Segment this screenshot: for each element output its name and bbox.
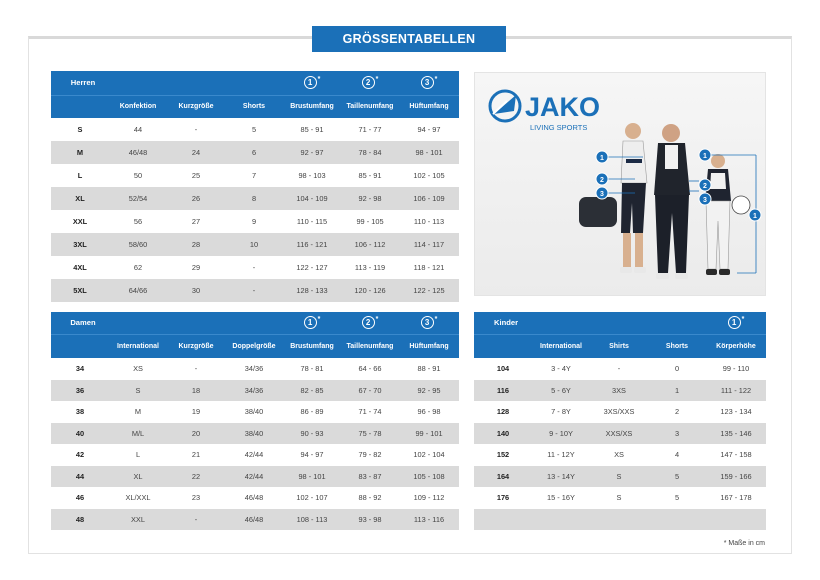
size-label-cell: XL	[51, 187, 109, 210]
brand-name: JAKO	[525, 92, 601, 122]
kinder-column-headers	[474, 334, 766, 358]
size-label-cell: 48	[51, 509, 109, 531]
table-cell: 46/48	[109, 141, 167, 164]
table-cell: 123 - 134	[706, 401, 766, 423]
table-cell: 18	[167, 380, 225, 402]
table-row	[474, 466, 766, 488]
badge-3-cell	[399, 71, 459, 95]
table-cell: XS	[590, 444, 648, 466]
measurement-3-icon: 3	[421, 76, 434, 89]
size-label-cell: S	[51, 118, 109, 141]
table-cell: 50	[109, 164, 167, 187]
size-label-cell: 42	[51, 444, 109, 466]
measurement-3-icon: 3	[421, 316, 434, 329]
table-cell: 3	[648, 423, 706, 445]
table-cell: 104 - 109	[283, 187, 341, 210]
table-cell: 28	[167, 233, 225, 256]
table-cell: XXS/XS	[590, 423, 648, 445]
table-cell: 27	[167, 210, 225, 233]
table-cell: 122 - 125	[399, 279, 459, 302]
damen-rows	[51, 358, 459, 530]
size-label-cell: 140	[474, 423, 532, 445]
badge-1-cell	[706, 312, 766, 334]
table-cell: 109 - 112	[399, 487, 459, 509]
table-cell: 88 - 92	[341, 487, 399, 509]
column-header: International	[109, 334, 167, 358]
table-cell: 25	[167, 164, 225, 187]
table-cell: 113 - 119	[341, 256, 399, 279]
table-cell: 5	[648, 487, 706, 509]
table-cell: 86 - 89	[283, 401, 341, 423]
herren-label: Herren	[51, 71, 109, 95]
damen-label: Damen	[51, 312, 109, 334]
table-row	[51, 233, 459, 256]
table-cell: 75 - 78	[341, 423, 399, 445]
table-cell: 21	[167, 444, 225, 466]
table-row	[51, 141, 459, 164]
table-cell: 85 - 91	[283, 118, 341, 141]
table-cell: 22	[167, 466, 225, 488]
marker-label: 3	[703, 197, 707, 204]
table-cell: 6	[225, 141, 283, 164]
table-cell: 135 - 146	[706, 423, 766, 445]
table-cell: 13 - 14Y	[532, 466, 590, 488]
badge-1-cell	[283, 71, 341, 95]
marker-label: 1	[703, 153, 707, 160]
size-label-cell: 128	[474, 401, 532, 423]
brand-photo-panel	[474, 72, 766, 296]
marker-label: 2	[600, 177, 604, 184]
kinder-rows	[474, 358, 766, 530]
marker-label: 3	[600, 191, 604, 198]
table-cell: 3XS	[590, 380, 648, 402]
table-cell: 98 - 103	[283, 164, 341, 187]
damen-size-table	[51, 312, 459, 530]
column-header: Taillenumfang	[341, 334, 399, 358]
table-row	[51, 509, 459, 531]
table-cell: 113 - 116	[399, 509, 459, 531]
table-cell: 20	[167, 423, 225, 445]
table-row	[51, 487, 459, 509]
column-header: Shorts	[648, 334, 706, 358]
asterisk: *	[375, 316, 379, 324]
herren-rows	[51, 118, 459, 302]
table-cell: 98 - 101	[399, 141, 459, 164]
table-cell: 34/36	[225, 358, 283, 380]
size-label-cell	[474, 509, 532, 531]
table-cell: 96 - 98	[399, 401, 459, 423]
size-label-cell: 152	[474, 444, 532, 466]
marker-label: 1	[600, 155, 604, 162]
table-cell: 34/36	[225, 380, 283, 402]
herren-column-headers	[51, 95, 459, 118]
asterisk: *	[434, 316, 438, 324]
table-row	[474, 487, 766, 509]
size-label-cell: 5XL	[51, 279, 109, 302]
table-row	[51, 401, 459, 423]
table-cell: 114 - 117	[399, 233, 459, 256]
table-row	[474, 509, 766, 531]
table-cell: 30	[167, 279, 225, 302]
size-label-cell: 46	[51, 487, 109, 509]
table-cell: 102 - 104	[399, 444, 459, 466]
table-cell: 82 - 85	[283, 380, 341, 402]
table-cell: 64/66	[109, 279, 167, 302]
table-cell: 9 - 10Y	[532, 423, 590, 445]
kinder-size-table	[474, 312, 766, 530]
table-cell	[532, 509, 590, 531]
table-cell: L	[109, 444, 167, 466]
table-cell: 42/44	[225, 444, 283, 466]
table-cell: 118 - 121	[399, 256, 459, 279]
measurement-1-icon: 1	[728, 316, 741, 329]
column-header: Körperhöhe	[706, 334, 766, 358]
table-row	[51, 279, 459, 302]
table-cell: 26	[167, 187, 225, 210]
table-cell: 99 - 105	[341, 210, 399, 233]
jako-logo-and-athletes	[475, 73, 767, 297]
table-cell: 93 - 98	[341, 509, 399, 531]
measurement-note: * Maße in cm	[723, 540, 765, 547]
table-cell: S	[590, 466, 648, 488]
column-header: Shirts	[590, 334, 648, 358]
table-cell: 106 - 109	[399, 187, 459, 210]
table-cell: 90 - 93	[283, 423, 341, 445]
column-header: Kurzgröße	[167, 334, 225, 358]
table-cell: 116 - 121	[283, 233, 341, 256]
asterisk: *	[434, 76, 438, 84]
table-cell: 5	[648, 466, 706, 488]
table-cell: 92 - 95	[399, 380, 459, 402]
table-cell: S	[590, 487, 648, 509]
table-cell: 8	[225, 187, 283, 210]
size-label-cell: 176	[474, 487, 532, 509]
size-label-cell: 44	[51, 466, 109, 488]
table-cell: 2	[648, 401, 706, 423]
badge-2-cell	[341, 71, 399, 95]
asterisk: *	[375, 76, 379, 84]
table-cell: -	[225, 256, 283, 279]
table-cell: 46/48	[225, 487, 283, 509]
table-cell: 79 - 82	[341, 444, 399, 466]
column-header: Konfektion	[109, 95, 167, 118]
table-cell: 106 - 112	[341, 233, 399, 256]
table-cell: -	[167, 358, 225, 380]
size-label-cell: 4XL	[51, 256, 109, 279]
measurement-1-icon: 1	[304, 76, 317, 89]
column-header	[51, 95, 109, 118]
herren-size-table	[51, 71, 459, 302]
table-cell: 10	[225, 233, 283, 256]
table-row	[474, 423, 766, 445]
table-cell: 99 - 101	[399, 423, 459, 445]
table-cell: 85 - 91	[341, 164, 399, 187]
table-cell: 24	[167, 141, 225, 164]
table-cell: 19	[167, 401, 225, 423]
table-cell: 159 - 166	[706, 466, 766, 488]
page-title: GRÖSSENTABELLEN	[312, 26, 506, 52]
table-cell: 88 - 91	[399, 358, 459, 380]
table-row	[51, 187, 459, 210]
size-label-cell: 38	[51, 401, 109, 423]
table-row	[51, 380, 459, 402]
size-label-cell: 40	[51, 423, 109, 445]
table-cell: S	[109, 380, 167, 402]
table-cell: 94 - 97	[283, 444, 341, 466]
table-cell: 99 - 110	[706, 358, 766, 380]
column-header: Hüftumfang	[399, 95, 459, 118]
table-cell: XL/XXL	[109, 487, 167, 509]
table-cell: 67 - 70	[341, 380, 399, 402]
table-cell: 38/40	[225, 401, 283, 423]
marker-label: 2	[703, 183, 707, 190]
jako-logo-icon	[490, 91, 520, 121]
table-cell: 98 - 101	[283, 466, 341, 488]
table-cell: 52/54	[109, 187, 167, 210]
table-row	[51, 358, 459, 380]
table-cell: 29	[167, 256, 225, 279]
table-cell: 5	[225, 118, 283, 141]
table-cell: 42/44	[225, 466, 283, 488]
table-row	[51, 164, 459, 187]
table-cell: 4	[648, 444, 706, 466]
table-cell: 71 - 77	[341, 118, 399, 141]
table-cell: 83 - 87	[341, 466, 399, 488]
table-cell: 110 - 115	[283, 210, 341, 233]
asterisk: *	[317, 76, 321, 84]
table-cell: 44	[109, 118, 167, 141]
table-cell: 7	[225, 164, 283, 187]
table-cell: 38/40	[225, 423, 283, 445]
size-label-cell: 104	[474, 358, 532, 380]
table-cell: 78 - 81	[283, 358, 341, 380]
kinder-label: Kinder	[474, 312, 532, 334]
column-header: Taillenumfang	[341, 95, 399, 118]
table-cell: 23	[167, 487, 225, 509]
damen-column-headers	[51, 334, 459, 358]
asterisk: *	[741, 316, 745, 324]
table-cell	[648, 509, 706, 531]
table-cell: XL	[109, 466, 167, 488]
table-cell	[706, 509, 766, 531]
size-label-cell: XXL	[51, 210, 109, 233]
table-cell: 1	[648, 380, 706, 402]
table-row	[474, 380, 766, 402]
column-header: Kurzgröße	[167, 95, 225, 118]
table-row	[51, 256, 459, 279]
column-header: Doppelgröße	[225, 334, 283, 358]
table-cell: 58/60	[109, 233, 167, 256]
table-row	[51, 423, 459, 445]
table-cell: 9	[225, 210, 283, 233]
table-cell: 92 - 97	[283, 141, 341, 164]
table-cell: 62	[109, 256, 167, 279]
table-cell: -	[590, 358, 648, 380]
table-cell: -	[167, 118, 225, 141]
table-row	[51, 466, 459, 488]
measurement-2-icon: 2	[362, 76, 375, 89]
table-cell: 111 - 122	[706, 380, 766, 402]
table-cell: 3 - 4Y	[532, 358, 590, 380]
table-row	[51, 118, 459, 141]
asterisk: *	[317, 316, 321, 324]
table-cell: 7 - 8Y	[532, 401, 590, 423]
table-row	[474, 358, 766, 380]
size-label-cell: 164	[474, 466, 532, 488]
column-header	[474, 334, 532, 358]
table-cell: 64 - 66	[341, 358, 399, 380]
table-cell: M	[109, 401, 167, 423]
table-cell: 110 - 113	[399, 210, 459, 233]
table-row	[474, 401, 766, 423]
badge-3-cell	[399, 312, 459, 334]
table-cell: 108 - 113	[283, 509, 341, 531]
table-cell: -	[167, 509, 225, 531]
table-cell: 11 - 12Y	[532, 444, 590, 466]
table-cell: 94 - 97	[399, 118, 459, 141]
marker-label: 1	[753, 213, 757, 220]
column-header: Shorts	[225, 95, 283, 118]
size-label-cell: 34	[51, 358, 109, 380]
table-cell: 5 - 6Y	[532, 380, 590, 402]
size-label-cell: L	[51, 164, 109, 187]
table-cell: 92 - 98	[341, 187, 399, 210]
column-header: Hüftumfang	[399, 334, 459, 358]
table-cell: 128 - 133	[283, 279, 341, 302]
table-cell: 3XS/XXS	[590, 401, 648, 423]
table-cell: XS	[109, 358, 167, 380]
table-row	[474, 444, 766, 466]
table-cell: 147 - 158	[706, 444, 766, 466]
table-row	[51, 210, 459, 233]
table-cell: 122 - 127	[283, 256, 341, 279]
table-cell: 46/48	[225, 509, 283, 531]
measurement-1-icon: 1	[304, 316, 317, 329]
badge-2-cell	[341, 312, 399, 334]
brand-tagline: LIVING SPORTS	[530, 123, 588, 132]
table-cell: M/L	[109, 423, 167, 445]
table-row	[51, 444, 459, 466]
table-cell: 105 - 108	[399, 466, 459, 488]
size-label-cell: M	[51, 141, 109, 164]
table-cell	[590, 509, 648, 531]
table-cell: XXL	[109, 509, 167, 531]
column-header: Brustumfang	[283, 95, 341, 118]
column-header: International	[532, 334, 590, 358]
table-cell: 0	[648, 358, 706, 380]
column-header: Brustumfang	[283, 334, 341, 358]
athletes-illustration	[579, 123, 756, 279]
size-label-cell: 116	[474, 380, 532, 402]
badge-1-cell	[283, 312, 341, 334]
table-cell: 120 - 126	[341, 279, 399, 302]
table-cell: -	[225, 279, 283, 302]
table-cell: 71 - 74	[341, 401, 399, 423]
size-label-cell: 3XL	[51, 233, 109, 256]
table-cell: 167 - 178	[706, 487, 766, 509]
table-cell: 56	[109, 210, 167, 233]
table-cell: 102 - 107	[283, 487, 341, 509]
measurement-2-icon: 2	[362, 316, 375, 329]
table-cell: 78 - 84	[341, 141, 399, 164]
table-cell: 15 - 16Y	[532, 487, 590, 509]
column-header	[51, 334, 109, 358]
table-cell: 102 - 105	[399, 164, 459, 187]
size-label-cell: 36	[51, 380, 109, 402]
